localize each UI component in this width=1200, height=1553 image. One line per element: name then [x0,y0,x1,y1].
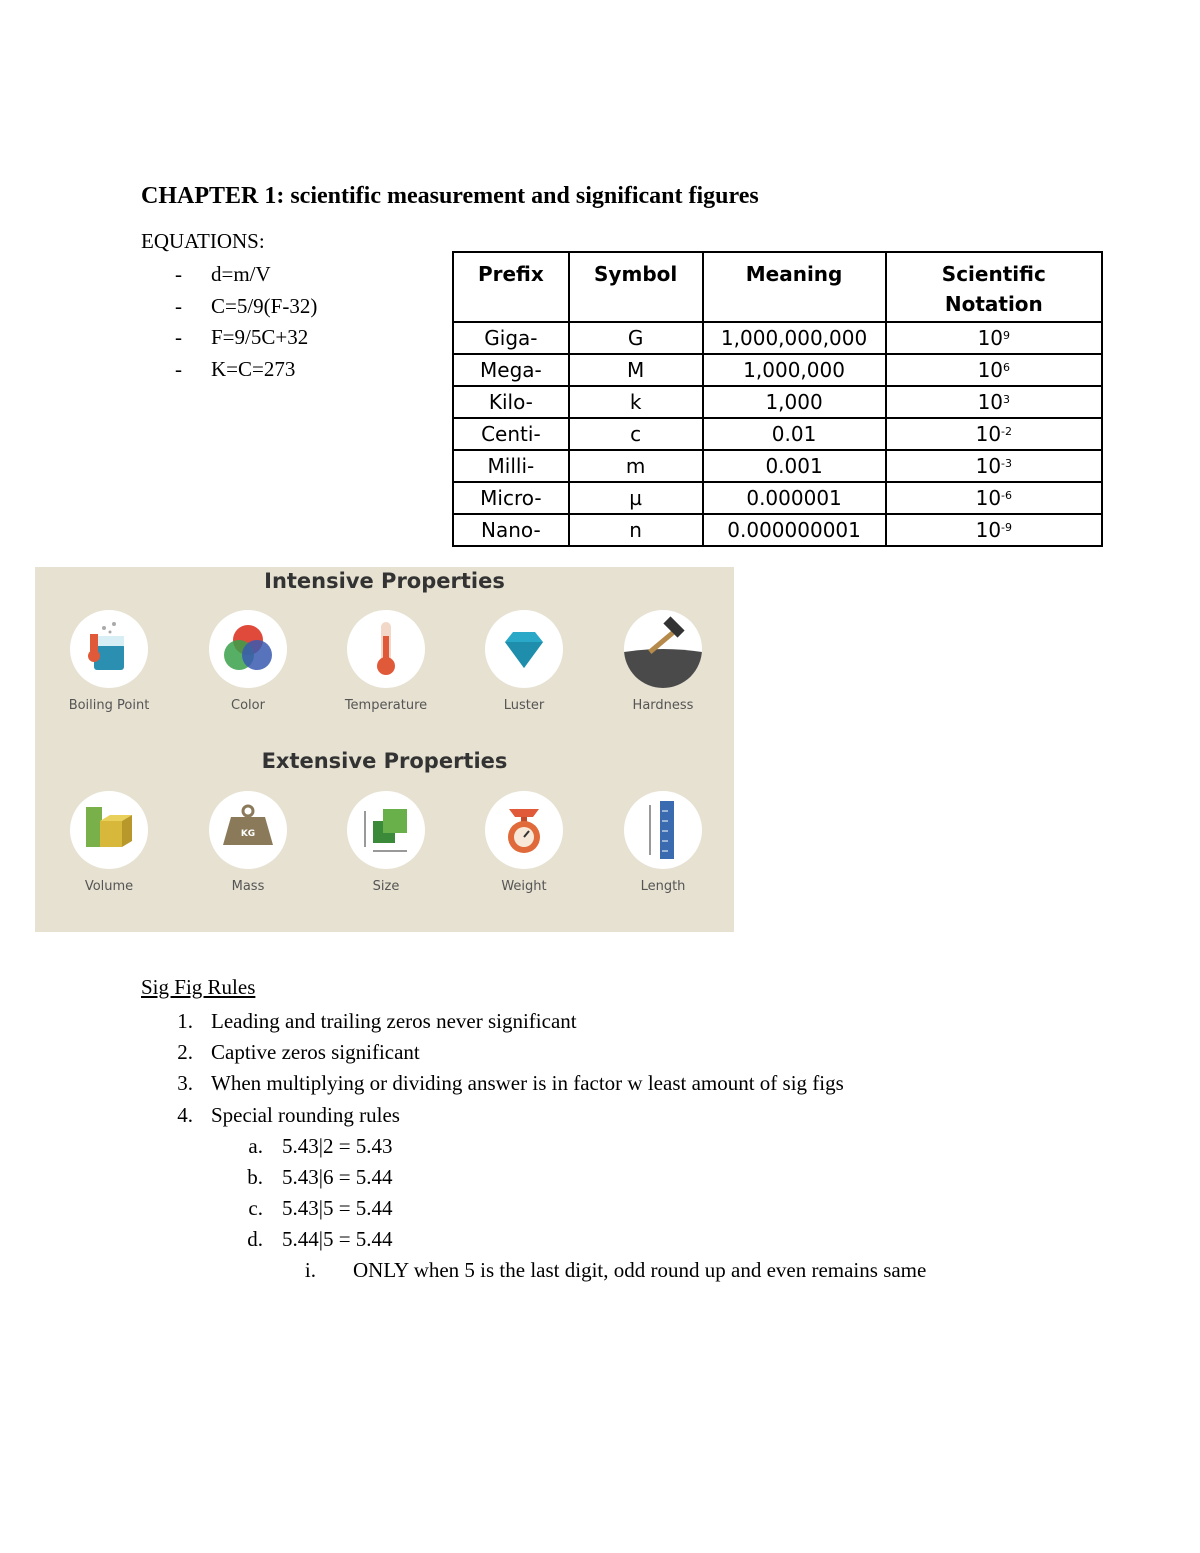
cell-symbol: m [569,450,703,482]
equation-item: - d=m/V [175,262,271,286]
cell-prefix: Nano- [453,514,569,546]
cell-prefix: Mega- [453,354,569,386]
sig-fig-heading: Sig Fig Rules [141,975,256,999]
column-header-meaning: Meaning [703,252,886,322]
intensive-properties-title: Intensive Properties [264,569,505,593]
equations-list [175,260,317,386]
property-label: Size [372,879,400,894]
property-label: Length [640,879,686,894]
cell-scientific-notation: $10^3$ [886,386,1102,418]
table-row [453,354,1102,386]
hammer-icon [624,610,702,688]
property-label: Volume [84,879,134,894]
cell-symbol: µ [569,482,703,514]
kg-weight-icon [209,791,287,869]
cell-meaning: 1,000,000 [703,354,886,386]
table-header-row [453,252,1102,322]
properties-infographic [35,567,734,932]
equation-item: - C=5/9(F-32) [175,293,318,318]
cell-meaning: 0.01 [703,418,886,450]
cell-scientific-notation: $10^{-6}$ [886,482,1102,514]
svg-text:KG: KG [240,829,256,839]
prefix-table [452,251,1103,547]
cell-prefix: Micro- [453,482,569,514]
extensive-properties-title: Extensive Properties [261,749,508,773]
property-weight [454,791,594,894]
cell-meaning: 0.000001 [703,482,886,514]
cell-prefix: Centi- [453,418,569,450]
cell-scientific-notation: $10^{-9}$ [886,514,1102,546]
equation-item: - K=C=273 [175,356,296,381]
cell-meaning: 0.000000001 [703,514,886,546]
column-header-prefix: Prefix [453,252,569,322]
scale-icon [485,791,563,869]
size-squares-icon [347,791,425,869]
cell-scientific-notation: $10^6$ [886,354,1102,386]
property-label: Boiling Point [68,698,150,713]
property-hardness [593,610,733,713]
property-boiling-point [39,610,179,713]
table-row [453,514,1102,546]
property-mass [178,791,318,894]
diamond-icon [485,610,563,688]
table-row [453,450,1102,482]
cell-scientific-notation: $10^9$ [886,322,1102,354]
cell-meaning: 0.001 [703,450,886,482]
property-label: Mass [231,879,265,894]
cell-symbol: k [569,386,703,418]
property-temperature [316,610,456,713]
cell-meaning: 1,000,000,000 [703,322,886,354]
ruler-icon [624,791,702,869]
property-label: Weight [501,879,547,894]
beaker-icon [70,610,148,688]
page-title: CHAPTER 1: scientific measurement and significant figures [141,183,759,209]
property-label: Color [231,698,265,713]
column-header-symbol: Symbol [569,252,703,322]
cell-prefix: Milli- [453,450,569,482]
cell-symbol: M [569,354,703,386]
cell-symbol: G [569,322,703,354]
table-row [453,386,1102,418]
equations-label: EQUATIONS: [141,229,265,253]
property-color [178,610,318,713]
property-label: Luster [503,698,545,713]
table-row [453,322,1102,354]
property-label: Hardness [632,698,694,713]
table-row [453,482,1102,514]
column-header-scientific-notation: Scientific Notation [886,252,1102,322]
property-length [593,791,733,894]
cell-meaning: 1,000 [703,386,886,418]
cell-scientific-notation: $10^{-2}$ [886,418,1102,450]
table-row [453,418,1102,450]
cell-symbol: n [569,514,703,546]
cell-prefix: Kilo- [453,386,569,418]
cube-icon [70,791,148,869]
color-circles-icon [209,610,287,688]
cell-symbol: c [569,418,703,450]
property-volume [39,791,179,894]
equation-item: - F=9/5C+32 [175,325,309,349]
thermometer-icon [347,610,425,688]
cell-prefix: Giga- [453,322,569,354]
property-size [316,791,456,894]
property-label: Temperature [344,698,428,713]
cell-scientific-notation: $10^{-3}$ [886,450,1102,482]
property-luster [454,610,594,713]
